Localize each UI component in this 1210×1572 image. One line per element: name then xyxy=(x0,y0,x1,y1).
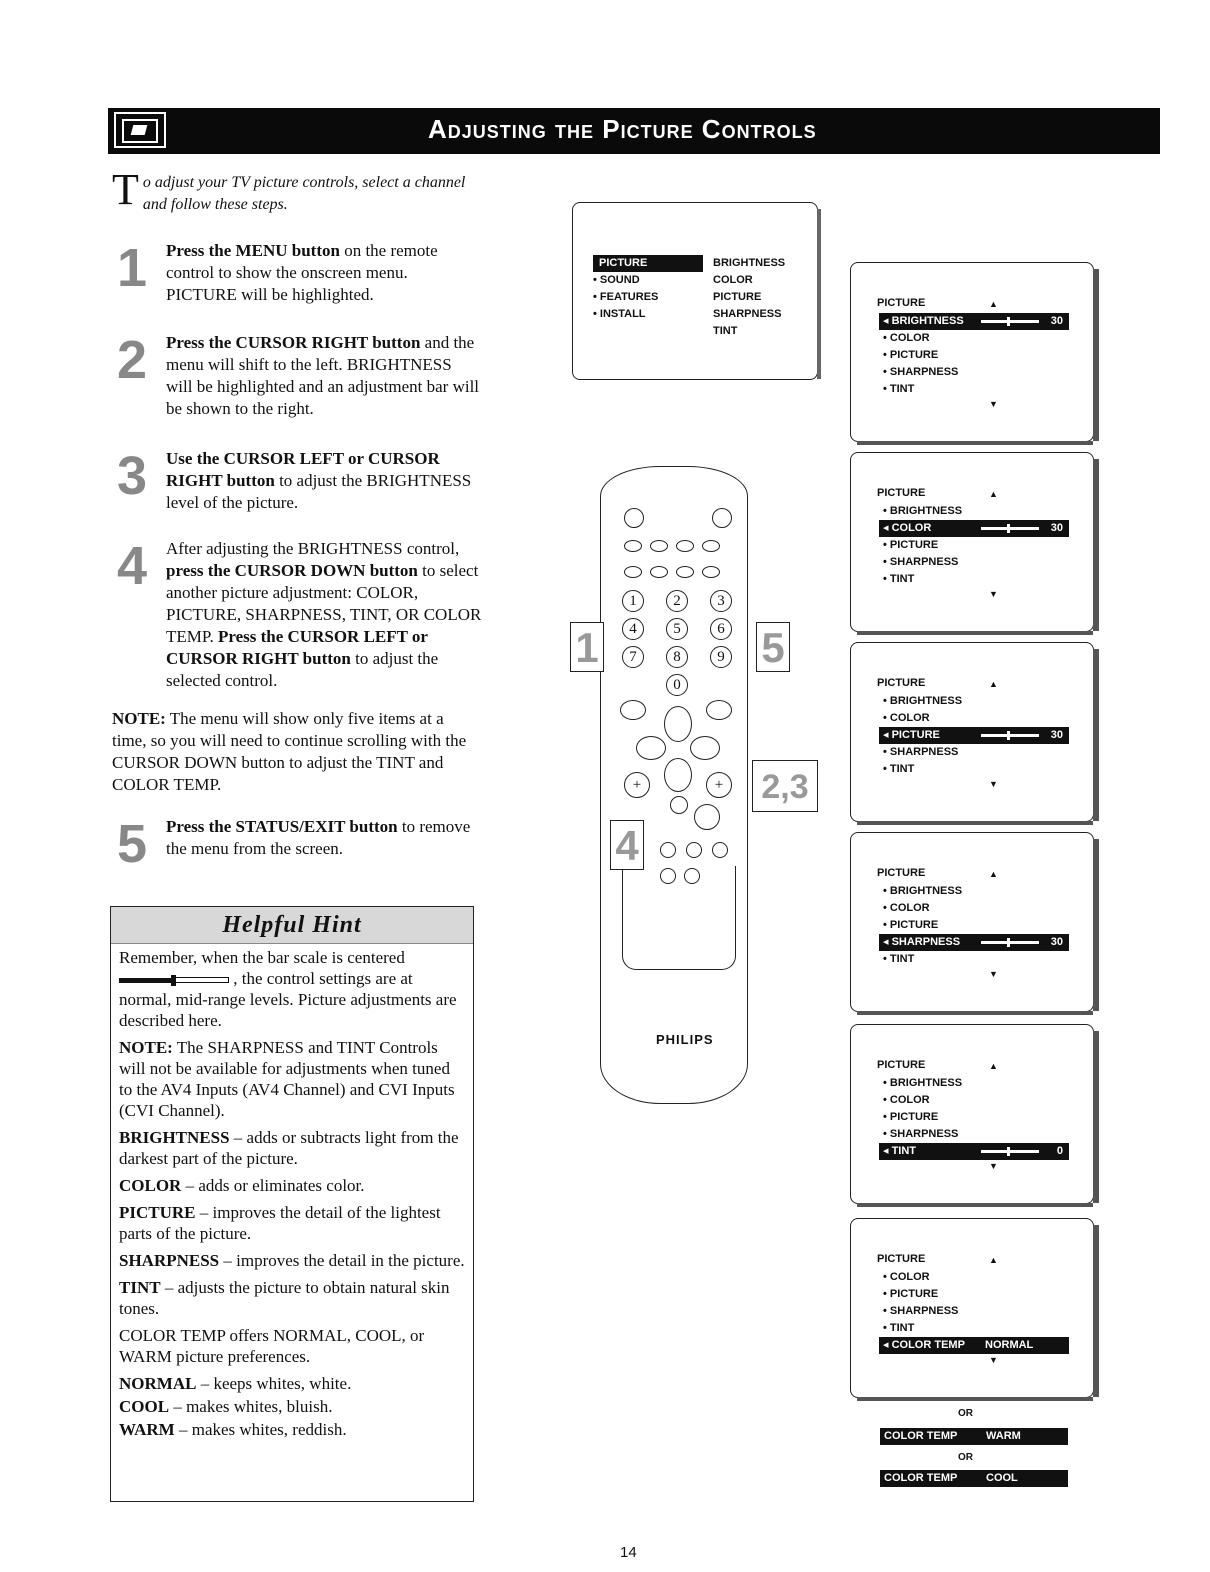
scroll-up-icon: ▲ xyxy=(989,869,998,879)
menu-list-item: • COLOR xyxy=(883,1271,930,1283)
mute-button[interactable] xyxy=(670,796,688,814)
submenu-tint: TINT xyxy=(713,325,738,337)
scroll-down-icon: ▼ xyxy=(989,969,998,979)
menu-list-item: • TINT xyxy=(883,1322,915,1334)
tv-picture-icon xyxy=(114,112,166,148)
selected-adjustment-bar: ◂ SHARPNESS 30 xyxy=(879,934,1069,951)
menu-list-item: • COLOR xyxy=(883,1094,930,1106)
colortemp-cool-strip: COLOR TEMP COOL xyxy=(880,1470,1068,1487)
selected-adjustment-bar: ◂ COLOR 30 xyxy=(879,520,1069,537)
scroll-up-icon: ▲ xyxy=(989,1255,998,1265)
menu-list-item: • BRIGHTNESS xyxy=(883,695,963,707)
scroll-down-icon: ▼ xyxy=(989,779,998,789)
channel-down-button[interactable] xyxy=(694,804,720,830)
screen-title: PICTURE xyxy=(877,677,926,689)
menu-list-item: • TINT xyxy=(883,383,915,395)
selected-item-label: PICTURE xyxy=(891,729,940,741)
remote-small-button[interactable] xyxy=(650,566,668,578)
scroll-down-icon: ▼ xyxy=(989,1161,998,1171)
picture-menu-screen xyxy=(850,1024,1094,1204)
scroll-down-icon: ▼ xyxy=(989,1355,998,1365)
hint-def-sharpness: SHARPNESS – improves the detail in the picture. xyxy=(119,1251,465,1270)
digit-button[interactable]: 0 xyxy=(666,674,688,696)
remote-small-button[interactable] xyxy=(624,540,642,552)
level-knob xyxy=(1007,1147,1010,1156)
step-1: 1 Press the MENU button on the remote control to show the onscreen menu. PICTURE will be highlighted. xyxy=(112,240,482,306)
selected-adjustment-bar: ◂ BRIGHTNESS 30 xyxy=(879,313,1069,330)
digit-button[interactable]: 9 xyxy=(710,646,732,668)
level-bar xyxy=(981,527,1039,530)
helpful-hint-box xyxy=(110,906,474,1502)
menu-list-item: • PICTURE xyxy=(883,1111,939,1123)
picture-menu-screen xyxy=(850,452,1094,632)
submenu-brightness: BRIGHTNESS xyxy=(713,257,786,269)
step-number: 1 xyxy=(116,238,148,298)
level-knob xyxy=(1007,317,1010,326)
remote-small-button[interactable] xyxy=(676,540,694,552)
menu-list-item: • COLOR xyxy=(883,332,930,344)
main-menu-screen xyxy=(572,202,818,380)
menu-list-item: • SHARPNESS xyxy=(883,556,959,568)
digit-button[interactable]: 6 xyxy=(710,618,732,640)
digit-button[interactable]: 7 xyxy=(622,646,644,668)
remote-small-button[interactable] xyxy=(702,540,720,552)
screen-title: PICTURE xyxy=(877,487,926,499)
menu-list-item: • SHARPNESS xyxy=(883,746,959,758)
menu-list-item: • SHARPNESS xyxy=(883,1305,959,1317)
picture-menu-screen xyxy=(850,1218,1094,1398)
remote-small-button[interactable] xyxy=(676,566,694,578)
scroll-up-icon: ▲ xyxy=(989,679,998,689)
cursor-right-button[interactable] xyxy=(690,736,720,760)
selected-adjustment-bar: ◂ PICTURE 30 xyxy=(879,727,1069,744)
volume-up-button[interactable]: + xyxy=(624,772,650,798)
picture-menu-screen xyxy=(850,262,1094,442)
menu-list-item: • PICTURE xyxy=(883,349,939,361)
cursor-down-button[interactable] xyxy=(664,758,692,792)
hint-title: Helpful Hint xyxy=(111,907,473,944)
menu-list-item: • BRIGHTNESS xyxy=(883,505,963,517)
selected-item-label: COLOR TEMP xyxy=(891,1339,965,1351)
menu-item-features: • FEATURES xyxy=(593,291,659,303)
menu-list-item: • TINT xyxy=(883,763,915,775)
level-bar xyxy=(981,734,1039,737)
selected-item-label: COLOR xyxy=(891,522,932,534)
selected-adjustment-bar: ◂ TINT 0 xyxy=(879,1143,1069,1160)
selected-item-value: 30 xyxy=(1050,936,1063,948)
forward-button[interactable] xyxy=(712,842,728,858)
remote-lower-panel xyxy=(622,866,736,970)
screen-title: PICTURE xyxy=(877,297,926,309)
remote-small-button[interactable] xyxy=(702,566,720,578)
step-number: 2 xyxy=(116,330,148,390)
screen-title: PICTURE xyxy=(877,1059,926,1071)
submenu-picture: PICTURE xyxy=(713,291,762,303)
menu-list-item: • COLOR xyxy=(883,712,930,724)
scroll-down-icon: ▼ xyxy=(989,399,998,409)
remote-small-button[interactable] xyxy=(650,540,668,552)
cursor-left-button[interactable] xyxy=(636,736,666,760)
submenu-color: COLOR xyxy=(713,274,753,286)
remote-small-button[interactable] xyxy=(624,566,642,578)
menu-list-item: • PICTURE xyxy=(883,1288,939,1300)
level-knob xyxy=(1007,938,1010,947)
stop-button[interactable] xyxy=(660,842,676,858)
hint-paragraph: Remember, when the bar scale is centered , the control settings are at normal, mid-range levels. Picture adjustments are described here. xyxy=(119,948,457,1030)
menu-list-item: • BRIGHTNESS xyxy=(883,1077,963,1089)
callout-step-1: 1 xyxy=(570,622,604,672)
digit-button[interactable]: 4 xyxy=(622,618,644,640)
scroll-down-icon: ▼ xyxy=(989,589,998,599)
step-2: 2 Press the CURSOR RIGHT button and the menu will shift to the left. BRIGHTNESS will be highlighted and an adjustment bar will be shown to the right. xyxy=(112,332,482,420)
selected-adjustment-bar: ◂ COLOR TEMP NORMAL xyxy=(879,1337,1069,1354)
digit-button[interactable]: 5 xyxy=(666,618,688,640)
channel-up-button[interactable]: + xyxy=(706,772,732,798)
menu-list-item: • SHARPNESS xyxy=(883,366,959,378)
digit-button[interactable]: 3 xyxy=(710,590,732,612)
hint-def-brightness: BRIGHTNESS – adds or subtracts light from the darkest part of the picture. xyxy=(119,1128,459,1168)
callout-step-5: 5 xyxy=(756,622,790,672)
hint-note: NOTE: The SHARPNESS and TINT Controls will not be available for adjustments when tuned to the AV4 Inputs (AV4 Channel) and CVI Inputs (CVI Channel). xyxy=(119,1038,455,1120)
hint-def-color: COLOR – adds or eliminates color. xyxy=(119,1176,365,1195)
or-label: OR xyxy=(958,1408,973,1419)
submenu-sharpness: SHARPNESS xyxy=(713,308,782,320)
hint-def-warm: WARM – makes whites, reddish. xyxy=(119,1420,347,1439)
step-number: 4 xyxy=(116,536,148,596)
hint-def-picture: PICTURE – improves the detail of the lightest parts of the picture. xyxy=(119,1203,441,1243)
philips-logo: PHILIPS xyxy=(656,1032,714,1047)
header-bar xyxy=(108,108,1160,154)
digit-button[interactable]: 2 xyxy=(666,590,688,612)
menu-list-item: • SHARPNESS xyxy=(883,1128,959,1140)
level-knob xyxy=(1007,524,1010,533)
menu-item-picture: PICTURE xyxy=(593,255,703,272)
selected-item-value: NORMAL xyxy=(985,1339,1034,1351)
scroll-up-icon: ▲ xyxy=(989,489,998,499)
step-number: 5 xyxy=(116,814,148,874)
or-label: OR xyxy=(958,1452,973,1463)
menu-list-item: • COLOR xyxy=(883,902,930,914)
menu-item-install: • INSTALL xyxy=(593,308,646,320)
hint-def-colortemp: COLOR TEMP offers NORMAL, COOL, or WARM picture preferences. xyxy=(119,1326,425,1366)
play-button[interactable] xyxy=(686,842,702,858)
hint-def-normal: NORMAL – keeps whites, white. xyxy=(119,1374,352,1393)
selected-item-value: 30 xyxy=(1050,315,1063,327)
level-knob xyxy=(1007,731,1010,740)
callout-step-2-3: 2,3 xyxy=(752,760,818,812)
step-3: 3 Use the CURSOR LEFT or CURSOR RIGHT button to adjust the BRIGHTNESS level of the picture. xyxy=(112,448,482,514)
menu-list-item: • TINT xyxy=(883,953,915,965)
menu-button[interactable] xyxy=(620,700,646,720)
selected-item-value: 30 xyxy=(1050,522,1063,534)
level-bar xyxy=(981,941,1039,944)
menu-list-item: • TINT xyxy=(883,573,915,585)
power-button[interactable] xyxy=(712,508,732,528)
note: NOTE: The menu will show only five items at a time, so you will need to continue scrolling with the CURSOR DOWN button to adjust the TINT and COLOR TEMP. xyxy=(112,709,467,794)
level-bar xyxy=(981,320,1039,323)
picture-menu-screen xyxy=(850,642,1094,822)
page-number: 14 xyxy=(620,1544,637,1561)
menu-item-sound: • SOUND xyxy=(593,274,640,286)
sleep-button[interactable] xyxy=(624,508,644,528)
selected-item-value: 0 xyxy=(1056,1145,1063,1157)
selected-item-label: TINT xyxy=(891,1145,917,1157)
screen-title: PICTURE xyxy=(877,867,926,879)
selected-item-label: SHARPNESS xyxy=(891,936,961,948)
colortemp-warm-strip: COLOR TEMP WARM xyxy=(880,1428,1068,1445)
callout-step-4: 4 xyxy=(610,820,644,870)
digit-button[interactable]: 8 xyxy=(666,646,688,668)
selected-item-value: 30 xyxy=(1050,729,1063,741)
screen-title: PICTURE xyxy=(877,1253,926,1265)
step-number: 3 xyxy=(116,446,148,506)
menu-list-item: • BRIGHTNESS xyxy=(883,885,963,897)
hint-def-tint: TINT – adjusts the picture to obtain natural skin tones. xyxy=(119,1278,450,1318)
menu-list-item: • PICTURE xyxy=(883,919,939,931)
intro-text: To adjust your TV picture controls, select a channel and follow these steps. xyxy=(112,165,466,214)
page-title: Adjusting the Picture Controls xyxy=(428,114,817,144)
step-4: 4 After adjusting the BRIGHTNESS control, press the CURSOR DOWN button to select another picture adjustment: COLOR, PICTURE, SHARPNESS, TINT, OR COLOR TEMP. Press the CURSOR LEFT or CURSOR RIGHT button to adjust the selected control. xyxy=(112,538,482,692)
scroll-up-icon: ▲ xyxy=(989,1061,998,1071)
level-bar xyxy=(981,1150,1039,1153)
scroll-up-icon: ▲ xyxy=(989,299,998,309)
step-5: 5 Press the STATUS/EXIT button to remove the menu from the screen. xyxy=(112,816,482,860)
status-exit-button[interactable] xyxy=(706,700,732,720)
cursor-up-button[interactable] xyxy=(664,706,692,742)
bar-scale-icon xyxy=(119,975,229,985)
digit-button[interactable]: 1 xyxy=(622,590,644,612)
hint-def-cool: COOL – makes whites, bluish. xyxy=(119,1397,333,1416)
selected-item-label: BRIGHTNESS xyxy=(891,315,964,327)
picture-menu-screen xyxy=(850,832,1094,1012)
menu-list-item: • PICTURE xyxy=(883,539,939,551)
